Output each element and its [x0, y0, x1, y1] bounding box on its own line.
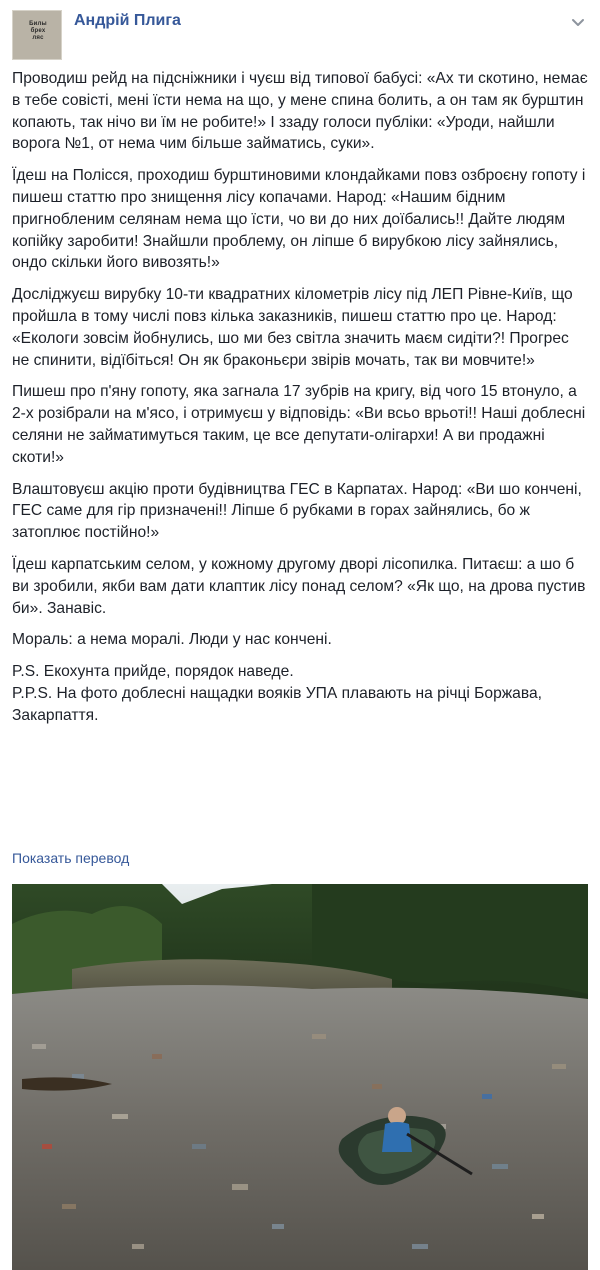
post-text [12, 68, 588, 737]
post-paragraph: Мораль: а нема моралі. Люди у нас кончені. [12, 631, 332, 649]
post-header [12, 10, 588, 60]
chevron-down-icon[interactable] [570, 14, 586, 30]
post-paragraph: P.S. Екохунта прийде, порядок наведе. P.P.S. На фото доблесні нащадки вояків УПА плавають на річці Боржава, Закарпаття. [12, 663, 542, 724]
post-paragraph: Їдеш на Полісся, проходиш бурштиновими клондайками повз озброєну гопоту і пишеш статтю про знищення лісу копачами. Народ: «Нашим бідним пригнобленим селянам нема що їсти, чо ви до них доїбались!! Дайте людям копійку заробити! Знайшли проблему, он ліпше б вирубкою лісу зайнялись, ондо скільки його вивозять!» [12, 167, 586, 272]
post-paragraph: Їдеш карпатським селом, у кожному другому дворі лісопилка. Питаєш: а шо б ви зробили, якби вам дати клаптик лісу понад селом? «Як що, на дрова пустив би». Занавіс. [12, 555, 586, 617]
post-paragraph: Влаштовуєш акцію проти будівництва ГЕС в Карпатах. Народ: «Ви шо кончені, ГЕС саме для гір призначені!! Ліпше б рубками в горах зайнялись, бо ж затоплює постійно!» [12, 480, 582, 542]
avatar-caption-line: Билы [29, 21, 47, 27]
post-paragraph: Проводиш рейд на підсніжники і чуєш від типової бабусі: «Ах ти скотино, немає в тебе совісті, мені їсти нема на що, у мене спина болить, а он там як бурштин копають, так нічо ви їм не робите!» І ззаду голоси публіки: «Уроди, найшли ворога №1, от нема чим більше займатись, суки». [12, 70, 588, 153]
show-translation-link[interactable]: Показать перевод [12, 850, 130, 866]
river-plastic-photo [12, 884, 588, 1270]
avatar-caption-line: ляс [32, 35, 44, 41]
avatar[interactable] [12, 10, 62, 60]
post-paragraph: Пишеш про п'яну гопоту, яка загнала 17 зубрів на кригу, від чого 15 втонуло, а 2-х розібрали на м'ясо, і отримуєш у відповідь: «Ви всьо врьоті!! Наші доблесні селяни не займатимуться таким, це все депутати-олігархи! А ви продажні скоти!» [12, 383, 586, 466]
post-paragraph: Досліджуєш вирубку 10-ти квадратних кілометрів лісу під ЛЕП Рівне-Київ, що пройшла в тому числі повз кілька заказників, пишеш статтю про це. Народ: «Екологи зовсім йобнулись, шо ми без світла значить маєм сидіти?! Прогрес не спинити, відїбіться! Он як браконьєри звірів мочать, так ви мовчите!» [12, 286, 573, 369]
avatar-caption [15, 21, 61, 42]
author-name-link[interactable]: Андрій Плига [74, 12, 181, 29]
avatar-caption-line: брех [30, 28, 46, 34]
post-photo[interactable] [12, 884, 588, 1270]
